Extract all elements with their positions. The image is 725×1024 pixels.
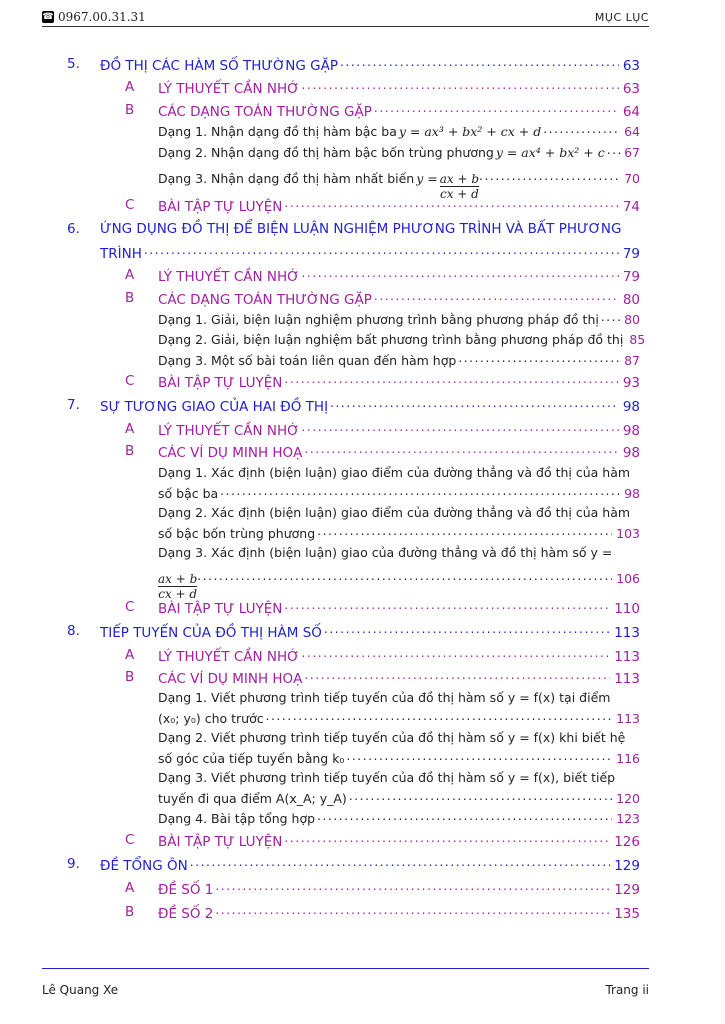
toc-item-6-d3[interactable]: Dạng 3. Một số bài toán liên quan đến hàm hợp . . . 87 [158,352,640,368]
fraction: $\frac{ax + b}{cx + d}$ [439,171,480,201]
toc-subsection-8b[interactable]: B CÁC VÍ DỤ MINH HOẠ . . . 113 [125,669,640,687]
toc-item-8-d1-line1[interactable]: Dạng 1. Viết phương trình tiếp tuyến của đồ thị hàm số y = f(x) tại điểm [158,690,611,705]
phone-contact [42,10,146,24]
toc-subsection-7b[interactable]: B CÁC VÍ DỤ MINH HOẠ . . . 98 [125,443,640,461]
toc-item-7-d3-line1[interactable]: Dạng 3. Xác định (biện luận) giao của đường thẳng và đồ thị hàm số y = [158,545,613,560]
toc-item-8-d4[interactable]: Dạng 4. Bài tập tổng hợp . . . 123 [158,810,640,826]
toc-item-7-d3[interactable]: $\frac{ax + b}{cx + d}$ . . . 106 [158,570,640,601]
footer-page-number: Trang ii [605,983,649,997]
page-footer [42,983,649,997]
phone-number: 0967.00.31.31 [58,10,146,24]
toc-item-8-d2[interactable]: số góc của tiếp tuyến bằng k₀ . . . 116 [158,750,640,766]
toc-item-8-d3-line1[interactable]: Dạng 3. Viết phương trình tiếp tuyến của đồ thị hàm số y = f(x), biết tiếp [158,770,616,785]
toc-item-6-d2[interactable]: Dạng 2. Giải, biện luận nghiệm bất phương trình bằng phương pháp đồ thị 85 [158,331,646,347]
toc-section-9[interactable]: 9. ĐỀ TỔNG ÔN . . . 129 [67,856,640,874]
toc-section-8[interactable]: 8. TIẾP TUYẾN CỦA ĐỒ THỊ HÀM SỐ . . . 113 [67,623,640,641]
toc-subsection-6b[interactable]: B CÁC DẠNG TOÁN THƯỜNG GẶP . . . 80 [125,290,640,308]
footer-divider [42,968,649,969]
toc-item-7-d1-line1[interactable]: Dạng 1. Xác định (biện luận) giao điểm của đường thẳng và đồ thị của hàm [158,465,631,480]
toc-section-7[interactable]: 7. SỰ TƯƠNG GIAO CỦA HAI ĐỒ THỊ . . . 98 [67,397,640,415]
toc-subsection-5c[interactable]: C BÀI TẬP TỰ LUYỆN . . . 74 [125,197,640,215]
phone-icon: ☎ [42,12,54,22]
toc-item-7-d2-line1[interactable]: Dạng 2. Xác định (biện luận) giao điểm của đường thẳng và đồ thị của hàm [158,505,631,520]
page-header [42,8,649,27]
toc-item-7-d1[interactable]: số bậc ba . . . 98 [158,485,640,501]
toc-item-8-d2-line1[interactable]: Dạng 2. Viết phương trình tiếp tuyến của đồ thị hàm số y = f(x) khi biết hệ [158,730,626,745]
toc-subsection-8c[interactable]: C BÀI TẬP TỰ LUYỆN . . . 126 [125,832,640,850]
toc-item-5-d1[interactable]: Dạng 1. Nhận dạng đồ thị hàm bậc ba y = ax³ + bx² + cx + d . . . 64 [158,123,640,139]
toc-section-5[interactable]: 5. ĐỒ THỊ CÁC HÀM SỐ THƯỜNG GẶP . . . 63 [67,56,640,74]
toc-subsection-9b[interactable]: B ĐỀ SỐ 2 . . . 135 [125,904,640,922]
toc-item-5-d3[interactable]: Dạng 3. Nhận dạng đồ thị hàm nhất biến y = $\frac{ax + b}{cx + d}$ . . . 70 [158,170,640,201]
toc-item-7-d2[interactable]: số bậc bốn trùng phương . . . 103 [158,525,640,541]
toc-section-6[interactable]: TRÌNH . . . 79 [100,244,640,262]
toc-subsection-8a[interactable]: A LÝ THUYẾT CẦN NHỚ . . . 113 [125,647,640,665]
toc-item-8-d1[interactable]: (x₀; y₀) cho trước . . . 113 [158,710,640,726]
footer-author: Lê Quang Xe [42,983,119,997]
toc-subsection-7c[interactable]: C BÀI TẬP TỰ LUYỆN . . . 110 [125,599,640,617]
toc-subsection-9a[interactable]: A ĐỀ SỐ 1 . . . 129 [125,880,640,898]
toc-item-8-d3[interactable]: tuyến đi qua điểm A(x_A; y_A) . . . 120 [158,790,640,806]
toc-item-6-d1[interactable]: Dạng 1. Giải, biện luận nghiệm phương trình bằng phương pháp đồ thị . . . 80 [158,311,640,327]
toc-subsection-5a[interactable]: A LÝ THUYẾT CẦN NHỚ . . . 63 [125,79,640,97]
fraction: $\frac{ax + b}{cx + d}$ [158,571,198,601]
header-section-title: MỤC LỤC [594,10,649,24]
toc-subsection-7a[interactable]: A LÝ THUYẾT CẦN NHỚ . . . 98 [125,421,640,439]
toc-item-5-d2[interactable]: Dạng 2. Nhận dạng đồ thị hàm bậc bốn trùng phương y = ax⁴ + bx² + c . . . 67 [158,144,640,160]
toc-subsection-5b[interactable]: B CÁC DẠNG TOÁN THƯỜNG GẶP . . . 64 [125,102,640,120]
toc-page-number: 63 [622,57,640,74]
toc-subsection-6c[interactable]: C BÀI TẬP TỰ LUYỆN . . . 93 [125,373,640,391]
toc-section-6-line1[interactable]: 6. ỨNG DỤNG ĐỒ THỊ ĐỂ BIỆN LUẬN NGHIỆM PHƯƠNG TRÌNH VÀ BẤT PHƯƠNG [67,221,622,237]
toc-subsection-6a[interactable]: A LÝ THUYẾT CẦN NHỚ . . . 79 [125,267,640,285]
toc-section-title: ĐỒ THỊ CÁC HÀM SỐ THƯỜNG GẶP [100,57,338,74]
